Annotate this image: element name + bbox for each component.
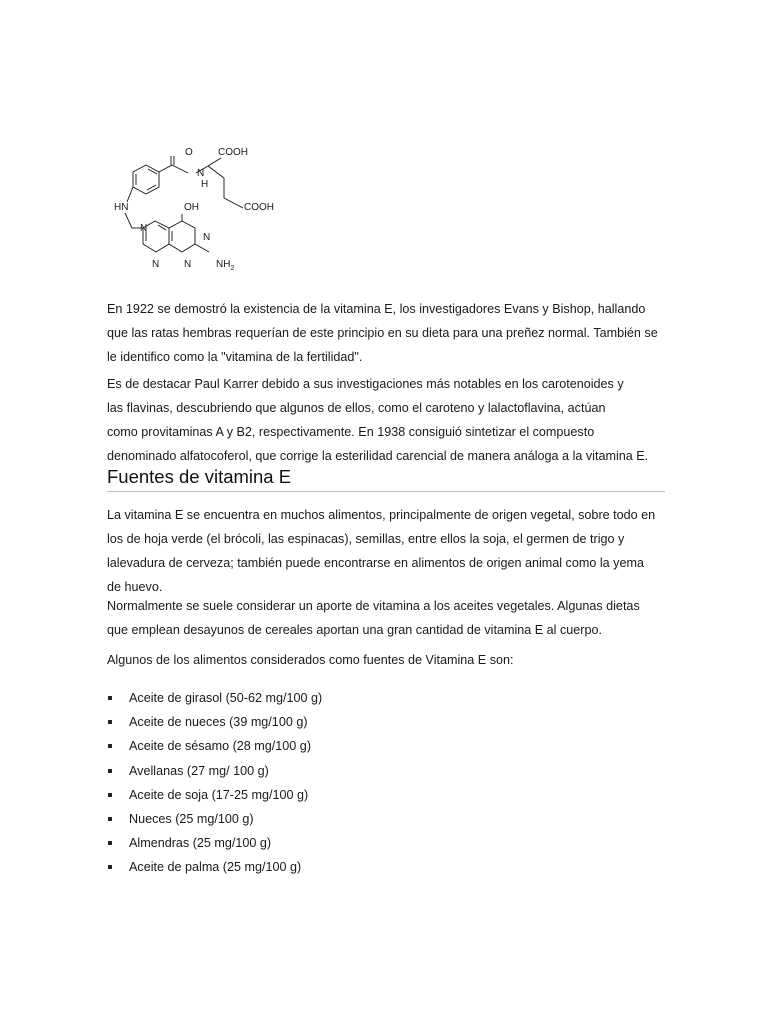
bullet-icon bbox=[108, 841, 112, 845]
bullet-icon bbox=[108, 817, 112, 821]
label-oh: OH bbox=[184, 202, 199, 213]
text-line: le identifico como la "vitamina de la fertilidad". bbox=[107, 350, 363, 364]
label-hn: HN bbox=[114, 202, 129, 213]
list-item: Aceite de palma (25 mg/100 g) bbox=[107, 855, 322, 879]
text-line: Normalmente se suele considerar un aporte de vitamina a los aceites vegetales. Algunas dietas bbox=[107, 599, 640, 613]
bullet-icon bbox=[108, 696, 112, 700]
sources-intro bbox=[107, 648, 667, 672]
text-line: La vitamina E se encuentra en muchos alimentos, principalmente de origen vegetal, sobre todo en bbox=[107, 508, 656, 522]
label-nh2: $NH_2$ bbox=[216, 259, 235, 272]
label-ring-n-bl: N bbox=[152, 259, 160, 270]
text-line: que emplean desayunos de cereales aportan una gran cantidad de vitamina E al cuerpo. bbox=[107, 623, 602, 637]
text-line: denominado alfatocoferol, que corrige la esterilidad carencial de manera análoga a la vitamina E. bbox=[107, 449, 649, 463]
list-item: Nueces (25 mg/100 g) bbox=[107, 807, 322, 831]
intro-paragraph-1 bbox=[107, 297, 667, 369]
text-line: lalevadura de cerveza; también puede encontrarse en alimentos de origen animal como la yema bbox=[107, 556, 644, 570]
label-ring-n-bm: N bbox=[184, 259, 192, 270]
bullet-icon bbox=[108, 744, 112, 748]
text-line: que las ratas hembras requerían de este principio en su dieta para una preñez normal. También se bbox=[107, 326, 658, 340]
bullet-icon bbox=[108, 769, 112, 773]
label-ring-n-right: N bbox=[203, 232, 211, 243]
bullet-icon bbox=[108, 865, 112, 869]
text-line: las flavinas, descubriendo que algunos de ellos, como el caroteno y lalactoflavina, actúan bbox=[107, 401, 606, 415]
bullet-icon bbox=[108, 793, 112, 797]
label-ring-n-top: N bbox=[140, 223, 148, 234]
label-cooh-side: COOH bbox=[244, 202, 274, 213]
sources-paragraph-2 bbox=[107, 594, 667, 642]
list-item: Avellanas (27 mg/ 100 g) bbox=[107, 759, 322, 783]
list-item: Almendras (25 mg/100 g) bbox=[107, 831, 322, 855]
sources-list bbox=[107, 686, 322, 880]
intro-paragraph-2 bbox=[107, 372, 667, 468]
list-item: Aceite de sésamo (28 mg/100 g) bbox=[107, 734, 322, 758]
label-n: N bbox=[197, 168, 205, 179]
text-line: de huevo. bbox=[107, 580, 163, 594]
label-cooh-top: COOH bbox=[218, 147, 248, 158]
label-o: O bbox=[185, 147, 193, 158]
section-heading: Fuentes de vitamina E bbox=[107, 464, 665, 492]
bullet-icon bbox=[108, 720, 112, 724]
text-line: los de hoja verde (el brócoli, las espinacas), semillas, entre ellos la soja, el germen de trigo y bbox=[107, 532, 625, 546]
list-item: Aceite de soja (17-25 mg/100 g) bbox=[107, 783, 322, 807]
text-line: Es de destacar Paul Karrer debido a sus investigaciones más notables en los carotenoides y bbox=[107, 377, 624, 391]
list-item: Aceite de girasol (50-62 mg/100 g) bbox=[107, 686, 322, 710]
text-line: En 1922 se demostró la existencia de la vitamina E, los investigadores Evans y Bishop, hallando bbox=[107, 302, 646, 316]
sources-paragraph-1 bbox=[107, 503, 667, 599]
list-item: Aceite de nueces (39 mg/100 g) bbox=[107, 710, 322, 734]
text-line: Algunos de los alimentos considerados como fuentes de Vitamina E son: bbox=[107, 653, 514, 667]
label-h: H bbox=[201, 179, 209, 190]
text-line: como provitaminas A y B2, respectivamente. En 1938 consiguió sintetizar el compuesto bbox=[107, 425, 595, 439]
